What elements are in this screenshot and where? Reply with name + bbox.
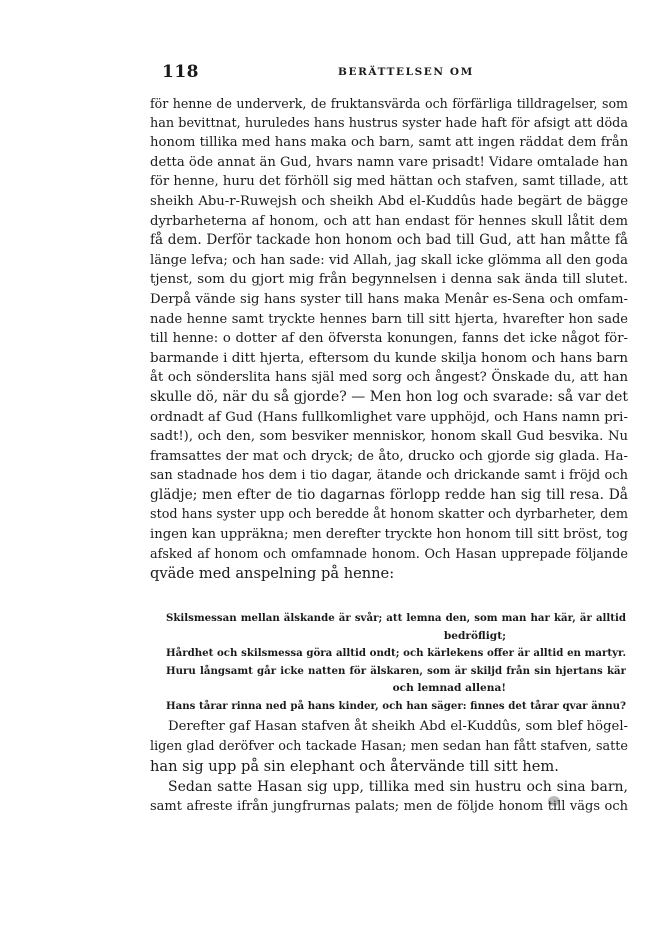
text-line: ingen kan uppräkna; men derefter tryckte hon honom till sitt bröst, tog bbox=[150, 527, 628, 543]
text-line: till henne: o dotter af den öfversta konungen, fanns det icke något för- bbox=[150, 331, 628, 347]
text-line: honom tillika med hans maka och barn, samt att ingen räddat dem från bbox=[150, 135, 628, 151]
poem-line-continuation: och lemnad allena! bbox=[392, 682, 506, 695]
text-line: san stadnade hos dem i tio dagar, ätande och drickande samt i fröjd och bbox=[150, 468, 628, 484]
text-line: afsked af honom och omfamnade honom. Och Hasan upprepade följande bbox=[150, 546, 628, 562]
poem-block bbox=[166, 610, 626, 716]
text-line: han bevittnat, huruledes hans hustrus syster hade haft för afsigt att döda bbox=[150, 115, 628, 131]
poem-line: Skilsmessan mellan älskande är svår; att lemna den, som man har kär, är alltid bbox=[166, 612, 626, 624]
text-line: samt afreste ifrån jungfrurnas palats; men de följde honom till vägs och bbox=[150, 799, 628, 814]
text-line: skulle dö, när du så gjorde? — Men hon log och svarade: så var det bbox=[150, 388, 628, 405]
text-line: få dem. Derför tackade hon honom och bad till Gud, att han måtte få bbox=[150, 232, 628, 249]
text-line: tjenst, som du gjort mig från begynnelsen i denna sak ända till slutet. bbox=[150, 272, 628, 288]
text-line: glädje; men efter de tio dagarnas förlopp redde han sig till resa. Då bbox=[150, 486, 628, 503]
text-line: för henne, huru det förhöll sig med hättan och stafven, samt tillade, att bbox=[150, 174, 628, 190]
text-line: qväde med anspelning på henne: bbox=[150, 565, 395, 583]
text-line: ligen glad deröfver och tackade Hasan; men sedan han fått stafven, satte bbox=[150, 739, 628, 754]
poem-line: Huru långsamt går icke natten för älskaren, som är skiljd från sin hjertans kär bbox=[166, 664, 626, 677]
text-line: länge lefva; och han sade: vid Allah, jag skall icke glömma all den goda bbox=[150, 252, 628, 268]
text-line: han sig upp på sin elephant och återvände till sitt hem. bbox=[150, 758, 559, 775]
paragraph-1 bbox=[150, 94, 628, 584]
text-line: Sedan satte Hasan sig upp, tillika med sin hustru och sina barn, bbox=[168, 779, 628, 795]
running-title: BERÄTTELSEN OM bbox=[338, 66, 474, 78]
text-line: stod hans syster upp och beredde åt honom skatter och dyrbarheter, dem bbox=[150, 507, 628, 523]
text-line: detta öde annat än Gud, hvars namn vare prisadt! Vidare omtalade han bbox=[150, 154, 628, 170]
poem-line: Hans tårar rinna ned på hans kinder, och han säger: finnes det tårar qvar ännu? bbox=[166, 699, 626, 712]
ink-blot bbox=[548, 796, 560, 806]
poem-line-continuation: bedröfligt; bbox=[443, 629, 506, 642]
text-line: barmande i ditt hjerta, eftersom du kunde skilja honom och hans barn bbox=[150, 350, 628, 366]
text-line: framsattes der mat och dryck; de åto, drucko och gjorde sig glada. Ha- bbox=[150, 448, 628, 464]
text-line: åt och sönderslita hans själ med sorg och ångest? Önskade du, att han bbox=[150, 370, 628, 386]
text-line: Derefter gaf Hasan stafven åt sheikh Abd el-Kuddûs, som blef högel- bbox=[168, 719, 628, 734]
text-line: sheikh Abu-r-Ruwejsh och sheikh Abd el-Kuddûs hade begärt de bägge bbox=[150, 193, 628, 209]
text-line: för henne de underverk, de fruktansvärda och förfärliga tilldragelser, som bbox=[150, 96, 628, 111]
page-header bbox=[162, 62, 632, 86]
text-line: sadt!), och den, som besviker menniskor, honom skall Gud besvika. Nu bbox=[150, 429, 628, 445]
poem-line: Hårdhet och skilsmessa göra alltid ondt; och kärlekens offer är alltid en martyr. bbox=[166, 647, 626, 660]
page-number: 118 bbox=[162, 62, 199, 82]
text-line: ordnadt af Gud (Hans fullkomlighet vare upphöjd, och Hans namn pri- bbox=[150, 409, 628, 425]
text-line: Derpå vände sig hans syster till hans maka Menâr es-Sena och omfam- bbox=[150, 291, 628, 307]
text-line: nade henne samt tryckte hennes barn till sitt hjerta, hvarefter hon sade bbox=[150, 311, 628, 327]
text-line: dyrbarheterna af honom, och att han endast för hennes skull låtit dem bbox=[150, 213, 628, 229]
